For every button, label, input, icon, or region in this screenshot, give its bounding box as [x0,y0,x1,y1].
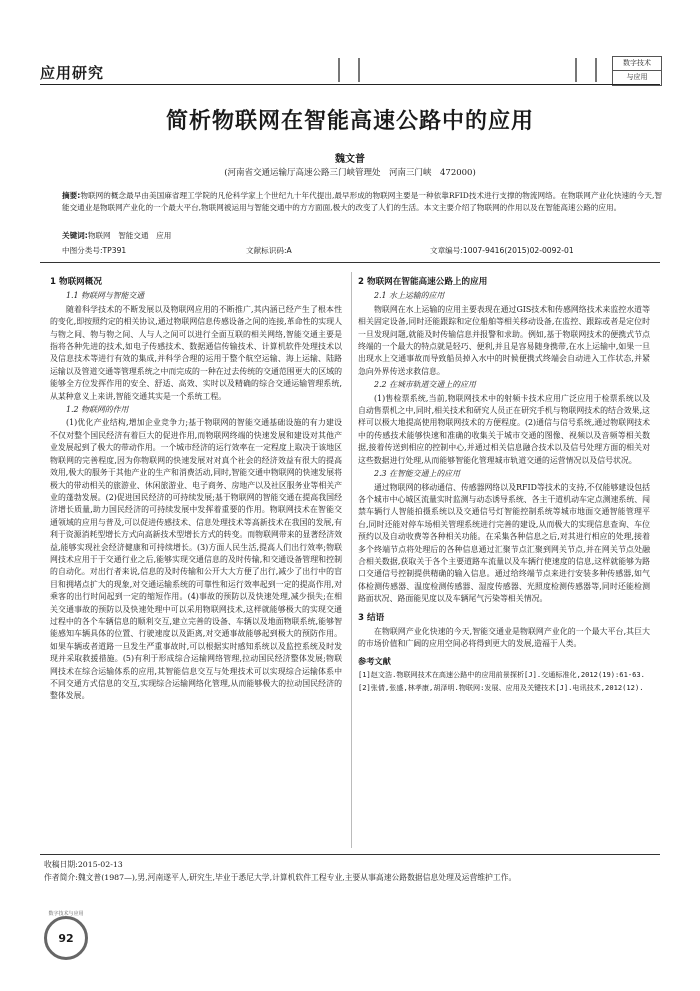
footer-rule [40,854,660,855]
received-date: 收稿日期:2015-02-13 [44,860,123,869]
section-heading: 3 结语 [358,612,385,623]
column-divider [351,272,352,848]
clc-number: 中图分类号:TP391 [62,246,127,255]
header-rule [40,84,660,85]
abstract-label: 摘要: [62,191,81,200]
paragraph: 在物联网产业化快速的今天,智能交通业是物联网产业化的一个最大平台,其巨大的市场价值和广阔的应用空间必将得到更大的发展,造福于人类。 [358,626,650,649]
badge-top-text: 数字技术 [613,57,661,71]
paragraph: (1)优化产业结构,增加企业竞争力;基于物联网的智能交通基础设施的有力建设不仅对整个国民经济有着巨大的促进作用,而物联网终端的快速发展和建设对其他产业发展起到了极大的带动作用。一个城市经济的运行效率在一定程度上取决于该地区物联网的完善程度,因为你物联网的快速发展对对真个社会的经济效益有很大的提高效用,极大的服务于其他产业的生产和消费活动,同时,智能交通中物联网的快速发展将极大的带动相关的旅游业、休闲旅游业、电子商务、房地产以及社区服务业等相关产业的蓬勃发展。(2)促进国民经济的可持续发展;基于物联网的智能交通在提高我国经济增长质量,助力国民经济的可持续发展中发挥着重要的作用。物联网技术在智能交通领域的应用与普及,可以促进传感技术、信息处理技术等高新技术在我国的发展,有利于资源消耗型增长方式向高新技术型增长方式的转变。而物联网带来的显著经济效益,能够实现社会经济健康和可持续增长。(3)方面人民生活,提高人们出行效率;物联网技术应用于于交通行业之后,能够实现交通信息的及时传输,和交通设备管理和控制的自动化。对出行者来说,信息的及时传输和公开大大方便了出行,减少了出行中的盲目和拥堵点扩大的现象,对交通运输系统的可靠性和运行效率起到一定的提高作用,对乘客的出行时间起到一定的缩短作用。(4)事故的预防以及快速处理,减少损失;在相关交通事故的预防以及快速处理中可以采用物联网技术,这样就能够极大的实现交通过程中的各个车辆信息的顺利交互,建立完善的设备、车辆以及地面物联系统,能够智能感知车辆具体的位置、行驶速度以及距离,对交通事故能够起到极大的预防作用。如果车辆或者道路一旦发生严重事故时,可以根据实时感知系统以及监控系统及时发现并采取救援措施。(5)有利于形成综合运输网络管理,拉动国民经济整体发展;物联网技术在综合运输体系的应用,其智能信息交互与处理技术可以实现综合运输体系中不同交通方式信息的交互,实现综合运输网络化管理,从而能够极大的拉动国民经济的整体发展。 [50,418,342,701]
author-bio: 作者简介:魏文普(1987—),男,河南遂平人,研究生,毕业于悉尼大学,计算机软件工程专业,主要从事高速公路数据信息处理及运营维护工作。 [44,873,517,882]
section-heading: 1 物联网概况 [50,277,102,287]
author-affiliation: (河南省交通运输厅高速公路三门峡管理处 河南三门峡 472000) [224,168,476,178]
subsection-heading: 2.1 水上运输的应用 [374,291,445,301]
seal-text: 数字技术与应用 [48,911,84,917]
paragraph: 随着科学技术的不断发展以及物联网应用的不断推广,其内涵已经产生了根本性的变化,即按照约定的相关协议,通过物联网信息传感设备之间的连接,革命性的实现人与物之间、物与物之间、人与人之间可以进行全面互联的相关网络,智能交通主要是指将各种先进的技术,如电子传感技术、数据通信传输技术、计算机软件处理技术以及信息技术等进行有效的集成,并科学合理的运用于整个航空运输、海上运输、陆路运输以及管道交通等管理系统之中而完成的一种在过去传统的交通范围更大的区域的能够全方位发挥作用的安全、舒适、高效、实时以及精确的综合交通运输管理系统,从某种意义上来讲,智能交通其实是一个系统工程。 [50,304,342,401]
right-column [358,274,650,695]
left-column [50,274,342,703]
subsection-heading: 2.3 在智能交通上的应用 [374,469,461,479]
keywords-text: 物联网 智能交通 应用 [87,231,172,240]
header-divider-decoration-right [575,58,597,82]
paragraph: (1)售检票系统,当前,物联网技术中的射频卡技术应用广泛应用于检票系统以及自动售票机之中,同时,相关技术和研究人员正在研究手机与物联网技术的结合效果,这样可以极大地提高使用物联网技术的方便程度。(2)通信与信号系统,通过物联网技术中的传感技术能够快速和准确的收集关于城市交通的图像、视频以及音频等相关数据,接着传送到相应的控制中心,并通过相关信息融合技术以及信号处理方面的相关对这些数据进行处理,从而能够智能化管理城市轨道交通的运营情况以及信号状况。 [358,393,650,465]
paragraph: 物联网在水上运输的应用主要表现在通过GIS技术和传感网络技术来监控水道等相关固定设备,同时还能跟踪和定位船舶等相关移动设备,在监控、跟踪或者是定位时一旦发现问题,就能及时传输信息并报警和求助。例如,基于物联网技术的便携式节点终端的一个最大的特点就是轻巧、便利,并且是容易随身携带,在水上运输中,如果一旦出现水上交通事故而导致船员掉入水中的时候便携式终端会自动进入工作状态,并紧急向外界传送求救信息。 [358,304,650,376]
subsection-heading: 2.2 在城市轨道交通上的应用 [374,380,476,390]
subsection-heading: 1.2 物联网的作用 [66,405,129,415]
article-author: 魏文普 [335,154,365,165]
abstract [62,190,662,214]
article-title: 简析物联网在智能高速公路中的应用 [165,108,534,134]
section-header: 应用研究 [40,64,105,82]
reference-item: [2]张倩,张盛,林孝康,胡泽明.物联网:发展、应用及关键技术[J].电讯技术,2012(12). [358,683,644,693]
keywords [62,230,662,241]
section-heading: 2 物联网在智能高速公路上的应用 [358,277,488,287]
keywords-label: 关键词: [62,231,88,240]
references-heading: 参考文献 [358,655,391,666]
document-code: 文献标识码:A [246,246,292,255]
page-number-seal [44,916,88,960]
abstract-text: 物联网的概念最早由美国麻省理工学院的凡伦科学家上个世纪九十年代提出,最早形成的物联网主要是一种依靠RFID技术进行支撑的物流网络。在物联网产业化快速的今天,智能交通业是物联网产业化的一个最大平台,物联网被运用与智能交通中的方方面面,极大的改变了人们的生活。本文主要介绍了物联网的作用以及在智能高速公路的应用。 [62,191,662,212]
footnote [44,858,664,884]
reference-item: [1]赵文浩.物联网技术在高速公路中的应用前景探析[J].交通标准化,2012(19):61-63. [358,670,645,680]
abstract-rule [40,262,660,263]
paragraph: 通过物联网的移动通信、传感器网络以及RFID等技术的支持,不仅能够建设包括各个城市中心城区流量实时监测与动态诱导系统、各主干道机动车定点测速系统、闯禁车辆行人智能拍摄系统以及交通信号灯智能控制系统等城市地面交通智能管理平台,同时还能对停车场相关管理系统进行完善的建设,从而极大的实现信息查询、车位预约以及自动收费等各种相关功能。在采集各种信息之后,对其进行相应的处理,接着多个终端节点将处理后的各种信息通过汇聚节点汇聚到网关节点,并在网关节点处融合相关数据,获取关于各个主要道路车流量以及车辆行使速度的信息,这样就能够为路口交通信号控制提供精确的输入信息。通过给终端节点来进行安装多种传感器,如气体检测传感器、温度检测传感器、湿度传感器、光照度检测传感器等,同时还能检测路面状况、路面能见度以及车辆尾气污染等相关情况。 [358,482,650,604]
article-number: 文章编号:1007-9416(2015)02-0092-01 [430,246,574,255]
page-number: 92 [58,931,74,945]
badge-bottom-text: 与应用 [626,73,648,81]
journal-badge [612,56,662,86]
header-divider-decoration [338,58,360,82]
subsection-heading: 1.1 物联网与智能交通 [66,291,145,301]
